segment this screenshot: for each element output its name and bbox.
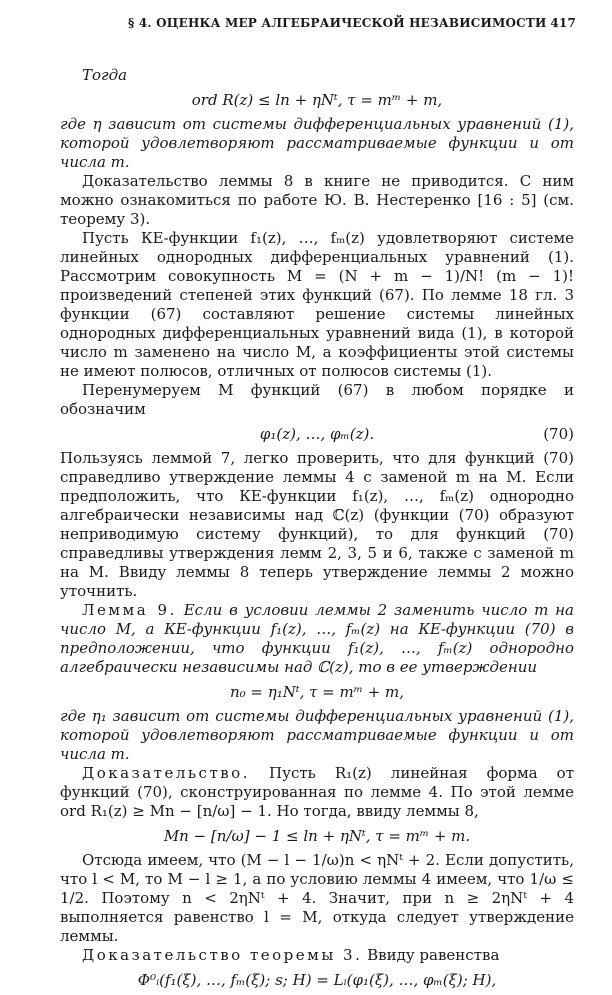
- formula-phi-equality: Φ⁰ᵢ(f₁(ξ), …, fₘ(ξ); s; H) = Lᵢ(φ₁(ξ), …, φₘ(ξ); H),: [137, 971, 497, 989]
- proof-text: Пусть R₁(z) линейная форма от функций (70), сконструированная по лемме 4. По этой лемме ord R₁(z) ≥ Mn − [n/ω] − 1. Но тогда, ввиду леммы 8,: [60, 764, 574, 820]
- paragraph-eta1-dependence: где η₁ зависит от системы дифференциальных уравнений (1), которой удовлетворяют рассматриваемые функции и от числа m.: [60, 707, 574, 763]
- paragraph-eta-dependence: где η зависит от системы дифференциальных уравнений (1), которой удовлетворяют рассматриваемые функции и от числа m.: [60, 115, 574, 171]
- lemma9-proof: [60, 764, 574, 821]
- tog-line: Тогда: [82, 66, 128, 84]
- paragraph-lemma7-use: Пользуясь леммой 7, легко проверить, что для функций (70) справедливо утверждение леммы 4 с заменой m на M. Если предположить, что КЕ-функции f₁(z), …, fₘ(z) однородно алгебраически независимы над ℂ(z) (функции (70) образуют неприводимую систему функций), то для функций (70) справедливы утверждения лемм 2, 3, 5 и 6, также с заменой m на M. Ввиду леммы 8 теперь утверждение леммы 2 можно уточнить.: [60, 449, 574, 600]
- formula-70: [60, 425, 574, 444]
- theorem-proof-label: Доказательство теоремы 3.: [82, 946, 363, 964]
- paragraph-renumber: Перенумеруем M функций (67) в любом порядке и обозначим: [60, 381, 574, 418]
- formula-n0: n₀ = η₁Nᵗ, τ = mᵐ + m,: [229, 683, 405, 701]
- formula-Mn-inequality: Mn − [n/ω] − 1 ≤ ln + ηNᵗ, τ = mᵐ + m.: [163, 827, 471, 845]
- paragraph-ke-functions: Пусть КЕ-функции f₁(z), …, fₘ(z) удовлетворяют системе линейных однородных дифференциальных уравнений (1). Рассмотрим совокупность M = (N + m − 1)/N! (m − 1)! произведений степеней этих функций (67). По лемме 18 гл. 3 функции (67) составляют решение системы линейных однородных дифференциальных уравнений вида (1), в которой число m заменено на число M, а коэффициенты этой системы не имеют полюсов, отличных от полюсов системы (1).: [60, 229, 574, 380]
- page-number: 417: [550, 16, 576, 30]
- lemma9-label: Лемма 9.: [82, 601, 177, 619]
- running-title: § 4. ОЦЕНКА МЕР АЛГЕБРАИЧЕСКОЙ НЕЗАВИСИМОСТИ: [128, 16, 547, 30]
- lemma9-text: Если в условии леммы 2 заменить число m на число M, а КЕ-функции f₁(z), …, fₘ(z) на КЕ-функции (70) в предположении, что функции f₁(z), …, fₘ(z) однородно алгебраически независимы над ℂ(z), то в ее утверждении: [60, 601, 574, 676]
- paragraph-lemma8-proof-ref: Доказательство леммы 8 в книге не приводится. С ним можно ознакомиться по работе Ю. В. Нестеренко [16 : 5] (см. теорему 3).: [60, 172, 574, 228]
- theorem-proof-text: Ввиду равенства: [367, 946, 500, 964]
- page-body: [60, 66, 574, 995]
- proof-label: Доказательство.: [82, 764, 250, 782]
- lemma9-statement: [60, 601, 574, 677]
- theorem3-proof-start: [60, 946, 574, 965]
- equation-number-70: (70): [543, 425, 574, 443]
- formula-70-body: φ₁(z), …, φₘ(z).: [259, 425, 375, 443]
- formula-ord-R: ord R(z) ≤ ln + ηNᵗ, τ = mᵐ + m,: [191, 91, 443, 109]
- paragraph-conclusion: Отсюда имеем, что (M − l − 1/ω)n < ηNᵗ + 2. Если допустить, что l < M, то M − l ≥ 1, а по условию леммы 4 имеем, что 1/ω ≤ 1/2. Поэтому n < 2ηNᵗ + 4. Значит, при n ≥ 2ηNᵗ + 4 выполняется равенство l = M, откуда следует утверждение леммы.: [60, 851, 574, 945]
